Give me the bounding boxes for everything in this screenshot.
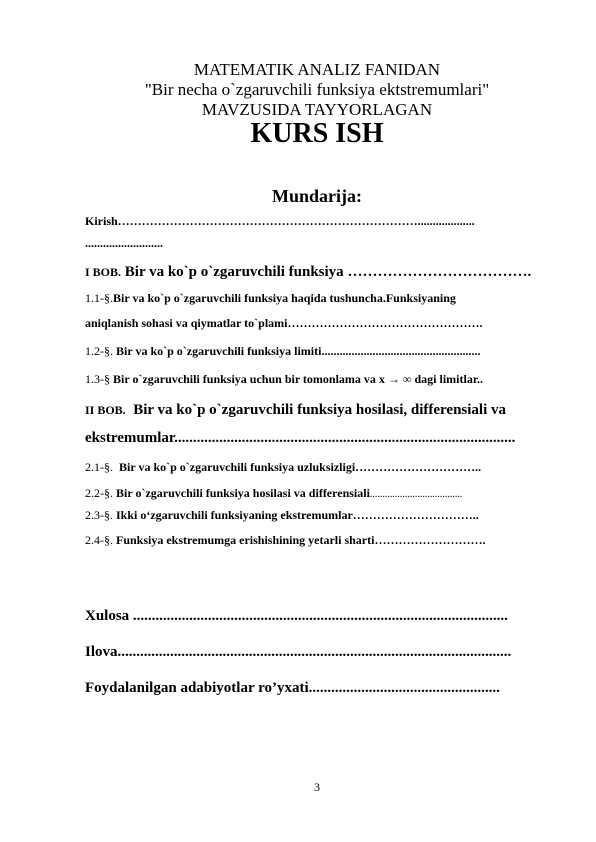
toc-chapter-1	[85, 264, 555, 281]
section-title: Bir va ko`p o`zgaruvchili funksiya haqida tushuncha.Funksiyaning	[113, 291, 456, 305]
chapter-2-title: Bir va ko`p o`zgaruvchili funksiya hosilasi, differensiali va	[133, 402, 507, 418]
toc-kirish-cont: ..........................	[85, 236, 163, 250]
section-number: 2.2-§.	[85, 486, 113, 500]
section-title: Ikki oʻzgaruvchili funksiyaning ekstremumlar…………………………..	[116, 508, 479, 522]
toc-kirish: Kirish…………………………………………………………………...................	[85, 214, 475, 228]
document-title: KURS ISH	[250, 118, 384, 149]
header-line-2: "Bir necha o`zgaruvchili funksiya ektstremumlari"	[144, 80, 490, 99]
chapter-1-label: I BOB.	[85, 265, 122, 279]
toc-section-1-1-cont: aniqlanish sohasi va qiymatlar to`plami………………………………………….	[85, 316, 483, 330]
chapter-1-dots: ……………………………….	[347, 264, 532, 280]
toc-section-2-1	[85, 460, 555, 475]
section-title: Bir o`zgaruvchili funksiya uchun bir tomonlama va x → ∞ dagi limitlar..	[113, 372, 484, 386]
chapter-2-label: II BOB.	[85, 403, 126, 417]
header-line-3: MAVZUSIDA TAYYORLAGAN	[201, 100, 433, 119]
page-number: 3	[314, 780, 320, 794]
toc-chapter-2	[85, 402, 555, 419]
section-title: Bir va ko`p o`zgaruvchili funksiya uzluksizligi…………………………..	[119, 460, 482, 474]
section-number: 1.1-§.	[85, 291, 113, 305]
chapter-1-title: Bir va ko`p o`zgaruvchili funksiya	[124, 264, 344, 280]
toc-section-1-3	[85, 372, 555, 387]
toc-section-2-2	[85, 486, 555, 501]
toc-adabiyot: Foydalanilgan adabiyotlar ro’yxati...................................................	[85, 680, 500, 696]
section-title: Bir va ko`p o`zgaruvchili funksiya limiti.....................................................	[116, 344, 481, 358]
toc-section-2-3	[85, 508, 555, 523]
section-number: 2.1-§.	[85, 460, 113, 474]
header-line-1: MATEMATIK ANALIZ FANIDAN	[193, 60, 441, 79]
toc-heading: Mundarija:	[272, 186, 362, 206]
section-dots: .....................................	[369, 489, 463, 500]
section-number: 2.3-§.	[85, 508, 113, 522]
toc-xulosa: Xulosa ....................................................................................................	[85, 608, 508, 624]
toc-chapter-2-cont: ekstremumlar...........................................................................................	[85, 430, 516, 446]
section-title: Bir o`zgaruvchili funksiya hosilasi va differensiali	[116, 486, 370, 500]
toc-section-1-2	[85, 344, 555, 359]
section-number: 1.3-§	[85, 372, 110, 386]
toc-ilova: Ilova.........................................................................................................	[85, 644, 512, 660]
toc-section-2-4	[85, 533, 555, 548]
section-number: 2.4-§.	[85, 533, 113, 547]
section-title: Funksiya ekstremumga erishishining yetarli sharti……………………….	[116, 533, 486, 547]
toc-section-1-1	[85, 291, 555, 306]
section-number: 1.2-§.	[85, 344, 113, 358]
